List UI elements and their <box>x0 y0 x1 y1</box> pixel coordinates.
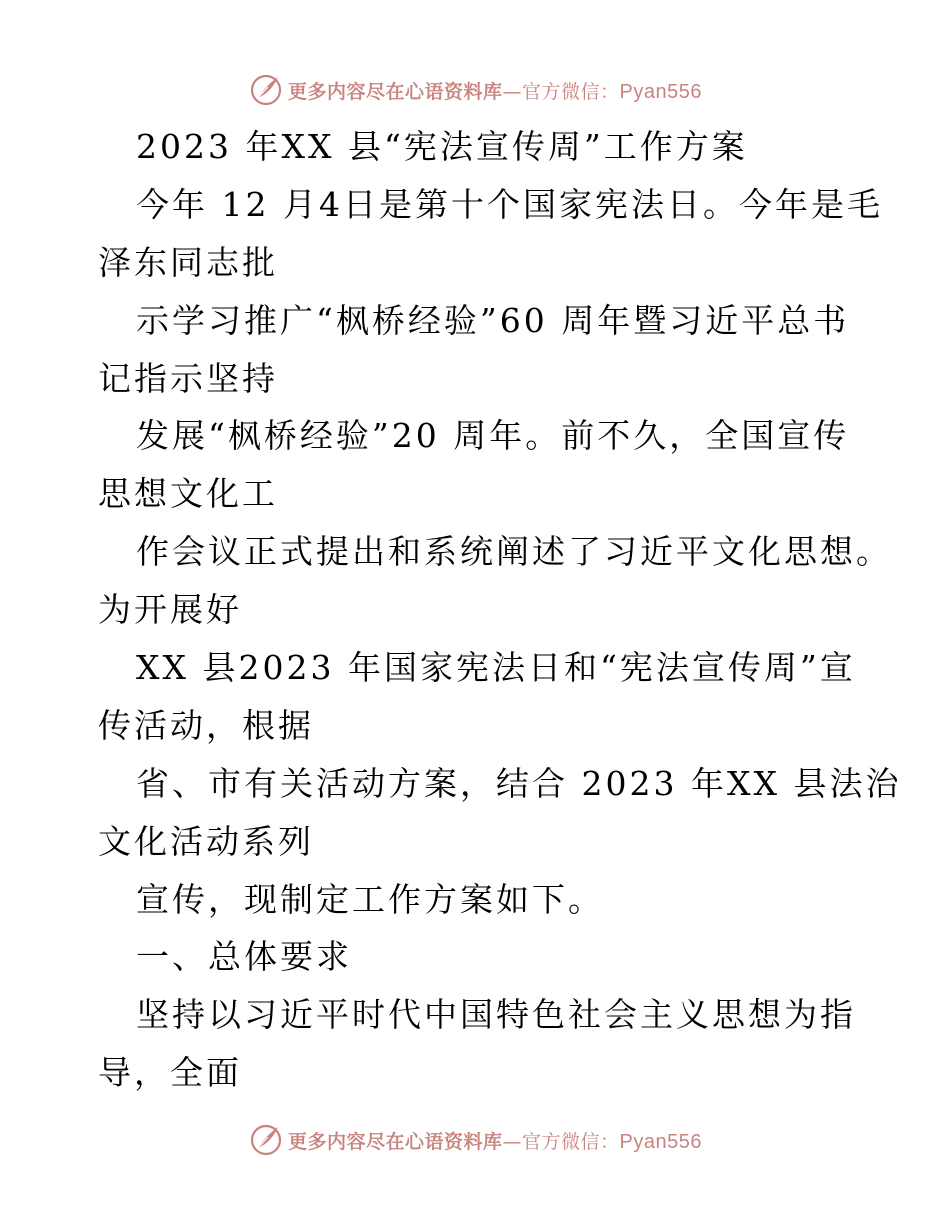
paragraph-line: 记指示坚持 <box>98 358 278 398</box>
paragraph-line: 泽东同志批 <box>98 242 278 282</box>
watermark-separator: — <box>502 1130 523 1153</box>
watermark-wechat-id: Pyan556 <box>619 80 702 103</box>
footer-watermark <box>0 1120 950 1160</box>
paragraph-line: 思想文化工 <box>98 474 278 514</box>
watermark-text <box>288 1127 702 1154</box>
feather-pen-logo-icon <box>248 1122 284 1158</box>
feather-pen-logo-icon <box>248 72 284 108</box>
paragraph-line: 作会议正式提出和系统阐述了习近平文化思想。 <box>136 532 892 572</box>
document-title: 2023 年XX 县“宪法宣传周”工作方案 <box>136 127 748 166</box>
watermark-wechat-id: Pyan556 <box>619 1130 702 1153</box>
watermark-text <box>288 77 702 104</box>
paragraph-line: 传活动，根据 <box>98 705 314 745</box>
paragraph-line: 导，全面 <box>98 1053 242 1093</box>
watermark-official-label: 官方微信： <box>522 80 620 103</box>
paragraph-line: 今年 12 月4日是第十个国家宪法日。今年是毛 <box>136 184 883 224</box>
watermark-brand: 更多内容尽在心语资料库 <box>288 80 503 103</box>
paragraph-line: 文化活动系列 <box>98 821 314 861</box>
document-body <box>98 118 902 1102</box>
paragraph-line: 宣传，现制定工作方案如下。 <box>136 879 604 919</box>
paragraph-line: 示学习推广“枫桥经验”60 周年暨习近平总书 <box>136 300 850 340</box>
watermark-official-label: 官方微信： <box>522 1130 620 1153</box>
paragraph-line: 为开展好 <box>98 590 242 630</box>
paragraph-line: 坚持以习近平时代中国特色社会主义思想为指 <box>136 995 856 1035</box>
watermark-brand: 更多内容尽在心语资料库 <box>288 1130 503 1153</box>
paragraph-line: 发展“枫桥经验”20 周年。前不久，全国宣传 <box>136 416 850 456</box>
section-heading: 一、总体要求 <box>136 937 352 977</box>
paragraph-line: 省、市有关活动方案，结合 2023 年XX 县法治 <box>136 763 902 803</box>
paragraph-line: XX 县2023 年国家宪法日和“宪法宣传周”宣 <box>136 648 856 688</box>
watermark-separator: — <box>502 80 523 103</box>
header-watermark <box>0 70 950 110</box>
